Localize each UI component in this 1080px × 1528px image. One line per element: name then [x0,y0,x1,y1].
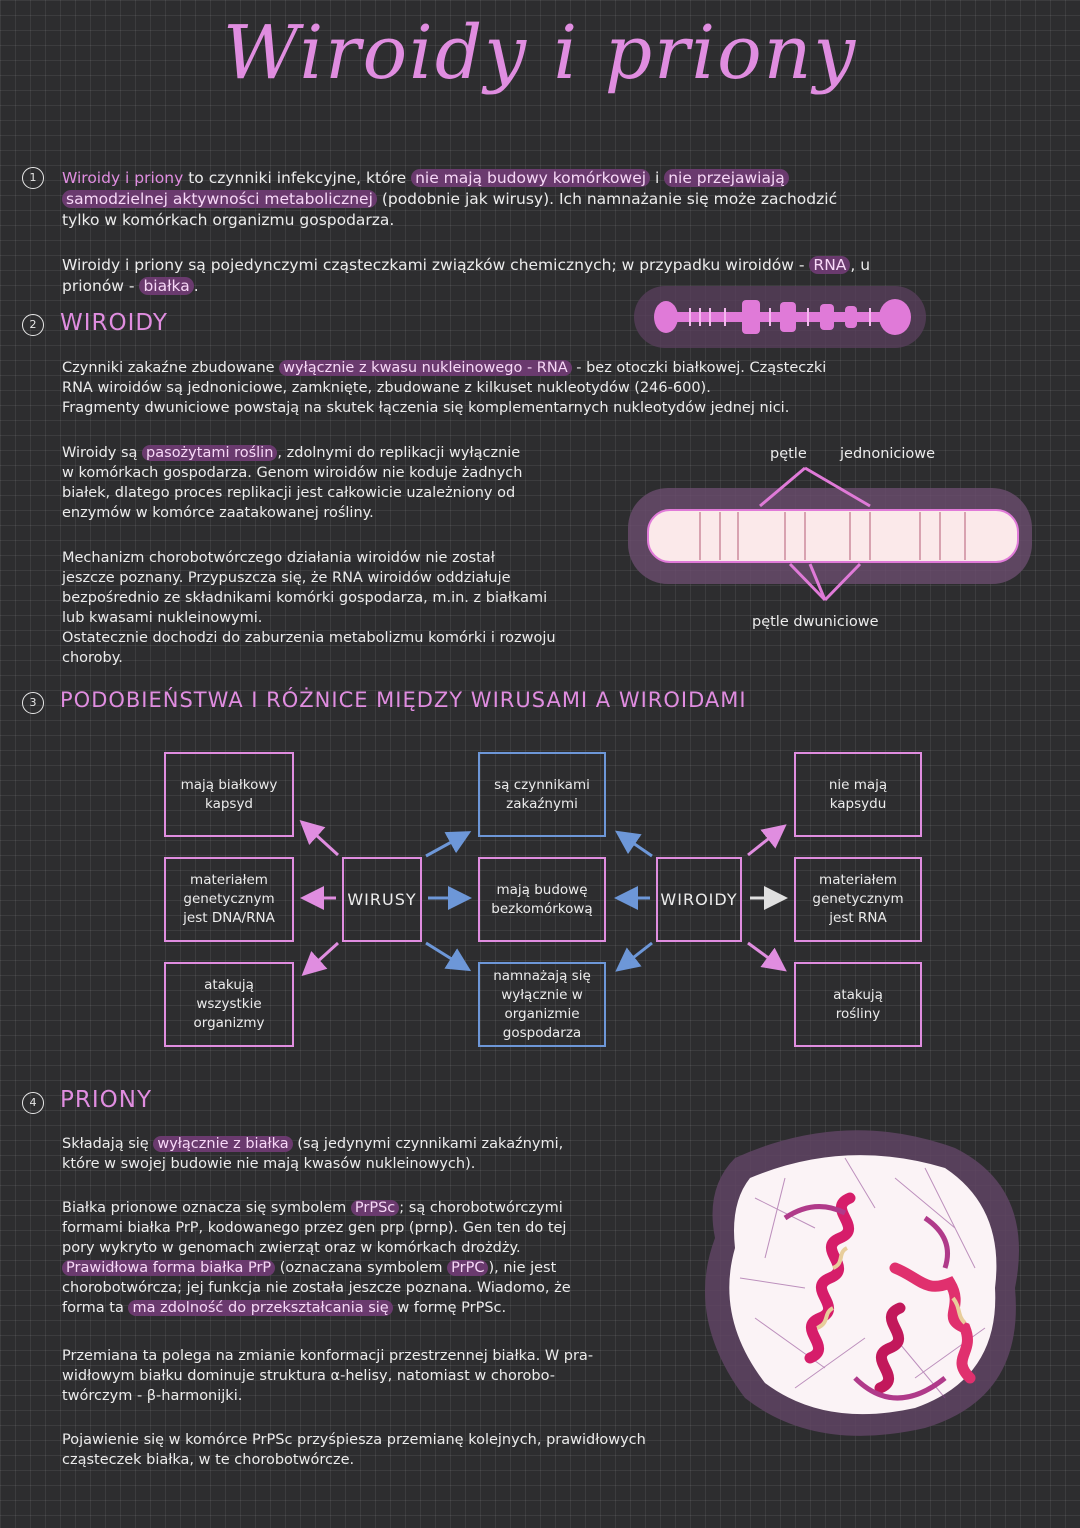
label-loops-a: pętle [770,446,807,462]
text-segment: (podobnie jak wirusy). Ich namnażanie się może zachodzić [376,190,838,208]
page-title: Wiroidy i priony [222,10,858,96]
p3-line6: choroby. [62,650,123,666]
wiroidy-paragraph3 [62,548,642,668]
text-segment: nie mają budowy komórkowej [411,169,650,187]
pr-p3-line1: Przemiana ta polega na zmianie konformacji przestrzennej białka. W pra- [62,1348,594,1364]
pr-p2-l4-b: ), nie jest [488,1260,557,1276]
text-segment: to czynniki infekcyjne, które [183,169,412,187]
pr-p2-l4-a: (oznaczana symbolem [275,1260,448,1276]
p3-line3: bezpośrednio ze składnikami komórki gospodarza, m.in. z białkami [62,590,548,606]
p1-line1-b: - bez otoczki białkowej. Cząsteczki [571,360,827,376]
p1-line2: RNA wiroidów są jednoniciowe, zamknięte, zbudowane z kilkuset nukleotydów (246-600). [62,380,711,396]
wirusy-label: WIRUSY [347,890,417,909]
box-text-line: wyłącznie w [501,986,583,1003]
pr-p2-a: Białka prionowe oznacza się symbolem [62,1200,351,1216]
box-text-line: jest RNA [829,910,887,926]
normal-form-highlight: Prawidłowa forma białka PrP [62,1260,275,1276]
pr-p3-line3: twórczym - β-harmonijki. [62,1388,243,1404]
box-text-line: nie mają [828,776,888,793]
p3-line1: Mechanizm chorobotwórczego działania wiroidów nie został [62,550,495,566]
wiroidy-paragraph2 [62,443,642,523]
label-loops-double: pętle dwuniciowe [752,614,879,630]
pr-p2-line3: pory wykryto w genomach zwierząt oraz w komórkach drożdży. [62,1240,521,1256]
box-text-line: są czynnikami [494,776,590,793]
priony-heading: PRIONY [60,1087,152,1113]
box-text-line: mają budowę [496,881,588,898]
box-text-line: organizmy [193,1015,265,1031]
prion-protein-illustration [695,1118,1035,1448]
p1-line1-a: Czynniki zakaźne zbudowane [62,360,280,376]
text-segment: Wiroidy i priony [62,169,184,187]
p2-line4: enzymów w komórce zaatakowanej rośliny. [62,505,374,521]
wirusy-box [342,857,422,942]
pr-p3-line2: widłowym białku dominuje struktura α-helisy, natomiast w chorobo- [62,1368,555,1384]
priony-paragraph1 [62,1134,702,1174]
wirusy-kapsyd-box [164,752,294,837]
pr-p4-line1: Pojawienie się w komórce PrPSc przyśpiesza przemianę kolejnych, prawidłowych [62,1432,646,1448]
pr-p4-line2: cząsteczek białka, w te chorobotwórcze. [62,1452,355,1468]
pr-p2-l6-a: forma ta [62,1300,129,1316]
plant-parasite-highlight: pasożytami roślin [142,445,277,461]
rna-highlight: RNA [809,256,850,274]
section1-paragraph1 [62,168,1052,231]
p1-line3: Fragmenty dwuniciowe powstają na skutek łączenia się komplementarnych nukleotydów jednej nici. [62,400,790,416]
para2-line2-end: . [193,277,199,295]
box-text-line: rośliny [835,1005,881,1022]
prpc-symbol: PrPC [447,1260,488,1276]
transform-highlight: ma zdolność do przekształcania się [128,1300,392,1316]
wiroidy-paragraph1 [62,358,1052,418]
text-segment: nie przejawiają [664,169,789,187]
para2-line1-end: , u [850,256,871,274]
p3-line2: jeszcze poznany. Przypuszcza się, że RNA wiroidów oddziałuje [62,570,511,586]
box-text-line: atakują [833,986,883,1003]
wiroidy-material-box [794,857,922,942]
bialka-highlight: białka [139,277,193,295]
p3-line4: lub kwasami nukleinowymi. [62,610,263,626]
box-text-line: jest DNA/RNA [183,910,275,926]
viroid-molecule-illustration [630,282,930,352]
box-text-line: gospodarza [502,1024,582,1041]
pr-p1-line2: które w swojej budowie nie mają kwasów nukleinowych). [62,1156,476,1172]
para2-line2-text: prionów - [62,277,140,295]
box-text-line: genetycznym [812,891,904,907]
wirusy-material-box [164,857,294,942]
common-zakazne-box [478,752,606,837]
box-text-line: materiałem [190,872,268,888]
para2-line1-text: Wiroidy i priony są pojedynczymi cząsteczkami związków chemicznych; w przypadku wiroidów - [62,256,810,274]
comparison-heading: PODOBIEŃSTWA I RÓŻNICE MIĘDZY WIRUSAMI A WIROIDAMI [60,688,747,712]
pr-p1-a: Składają się [62,1136,154,1152]
label-loops-single: jednoniciowe [840,446,936,462]
section-number-1: 1 [22,167,44,189]
box-text-line: materiałem [819,872,897,888]
p2-line1-a: Wiroidy są [62,445,143,461]
wiroidy-label: WIROIDY [660,890,738,909]
pr-p2-b: ; są chorobotwórczymi [399,1200,563,1216]
p3-line5: Ostatecznie dochodzi do zaburzenia metabolizmu komórki i rozwoju [62,630,556,646]
common-bezkomorkowa-box [478,857,606,942]
box-text-line: genetycznym [183,891,275,907]
section1-line3: tylko w komórkach organizmu gospodarza. [62,211,395,229]
pr-p1-b: (są jedynymi czynnikami zakaźnymi, [292,1136,564,1152]
priony-paragraph3 [62,1346,742,1406]
wirusy-atakuja-box [164,962,294,1047]
text-segment: i [650,169,665,187]
wiroidy-atakuja-box [794,962,922,1047]
text-segment: samodzielnej aktywności metabolicznej [62,190,377,208]
common-namnazaja-box [478,962,606,1047]
rna-only-highlight: wyłącznie z kwasu nukleinowego - RNA [279,360,571,376]
pr-p2-line5: chorobotwórcza; jej funkcja nie została jeszcze poznana. Wiadomo, że [62,1280,571,1296]
viroid-structure-diagram [620,460,1040,610]
box-text-line: zakaźnymi [506,795,578,812]
protein-only-highlight: wyłącznie z białka [153,1136,292,1152]
priony-paragraph2 [62,1198,702,1318]
p2-line3: białek, dlatego proces replikacji jest całkowicie uzależniony od [62,485,516,501]
p2-line2: w komórkach gospodarza. Genom wiroidów nie koduje żadnych [62,465,523,481]
section1-line1 [62,168,1052,189]
p2-line1-b: , zdolnymi do replikacji wyłącznie [277,445,521,461]
section1-line2 [62,189,1052,210]
box-text-line: kapsydu [829,795,887,812]
box-text-line: namnażają się [493,967,591,984]
box-text-line: atakują wszystkie [196,977,262,1012]
wiroidy-box [656,857,742,942]
pr-p2-line2: formami białka PrP, kodowanego przez gen prp (prnp). Gen ten do tej [62,1220,567,1236]
section-number-3: 3 [22,692,44,714]
box-text-line: kapsyd [204,795,253,812]
prpsc-symbol: PrPSc [351,1200,399,1216]
box-text-line: bezkomórkową [491,900,593,917]
section-number-4: 4 [22,1092,44,1114]
pr-p2-l6-b: w formę PrPSc. [392,1300,507,1316]
box-text-line: mają białkowy [180,776,278,793]
wiroidy-heading: WIROIDY [60,310,168,336]
wiroidy-kapsyd-box [794,752,922,837]
box-text-line: organizmie [504,1005,580,1022]
section-number-2: 2 [22,314,44,336]
